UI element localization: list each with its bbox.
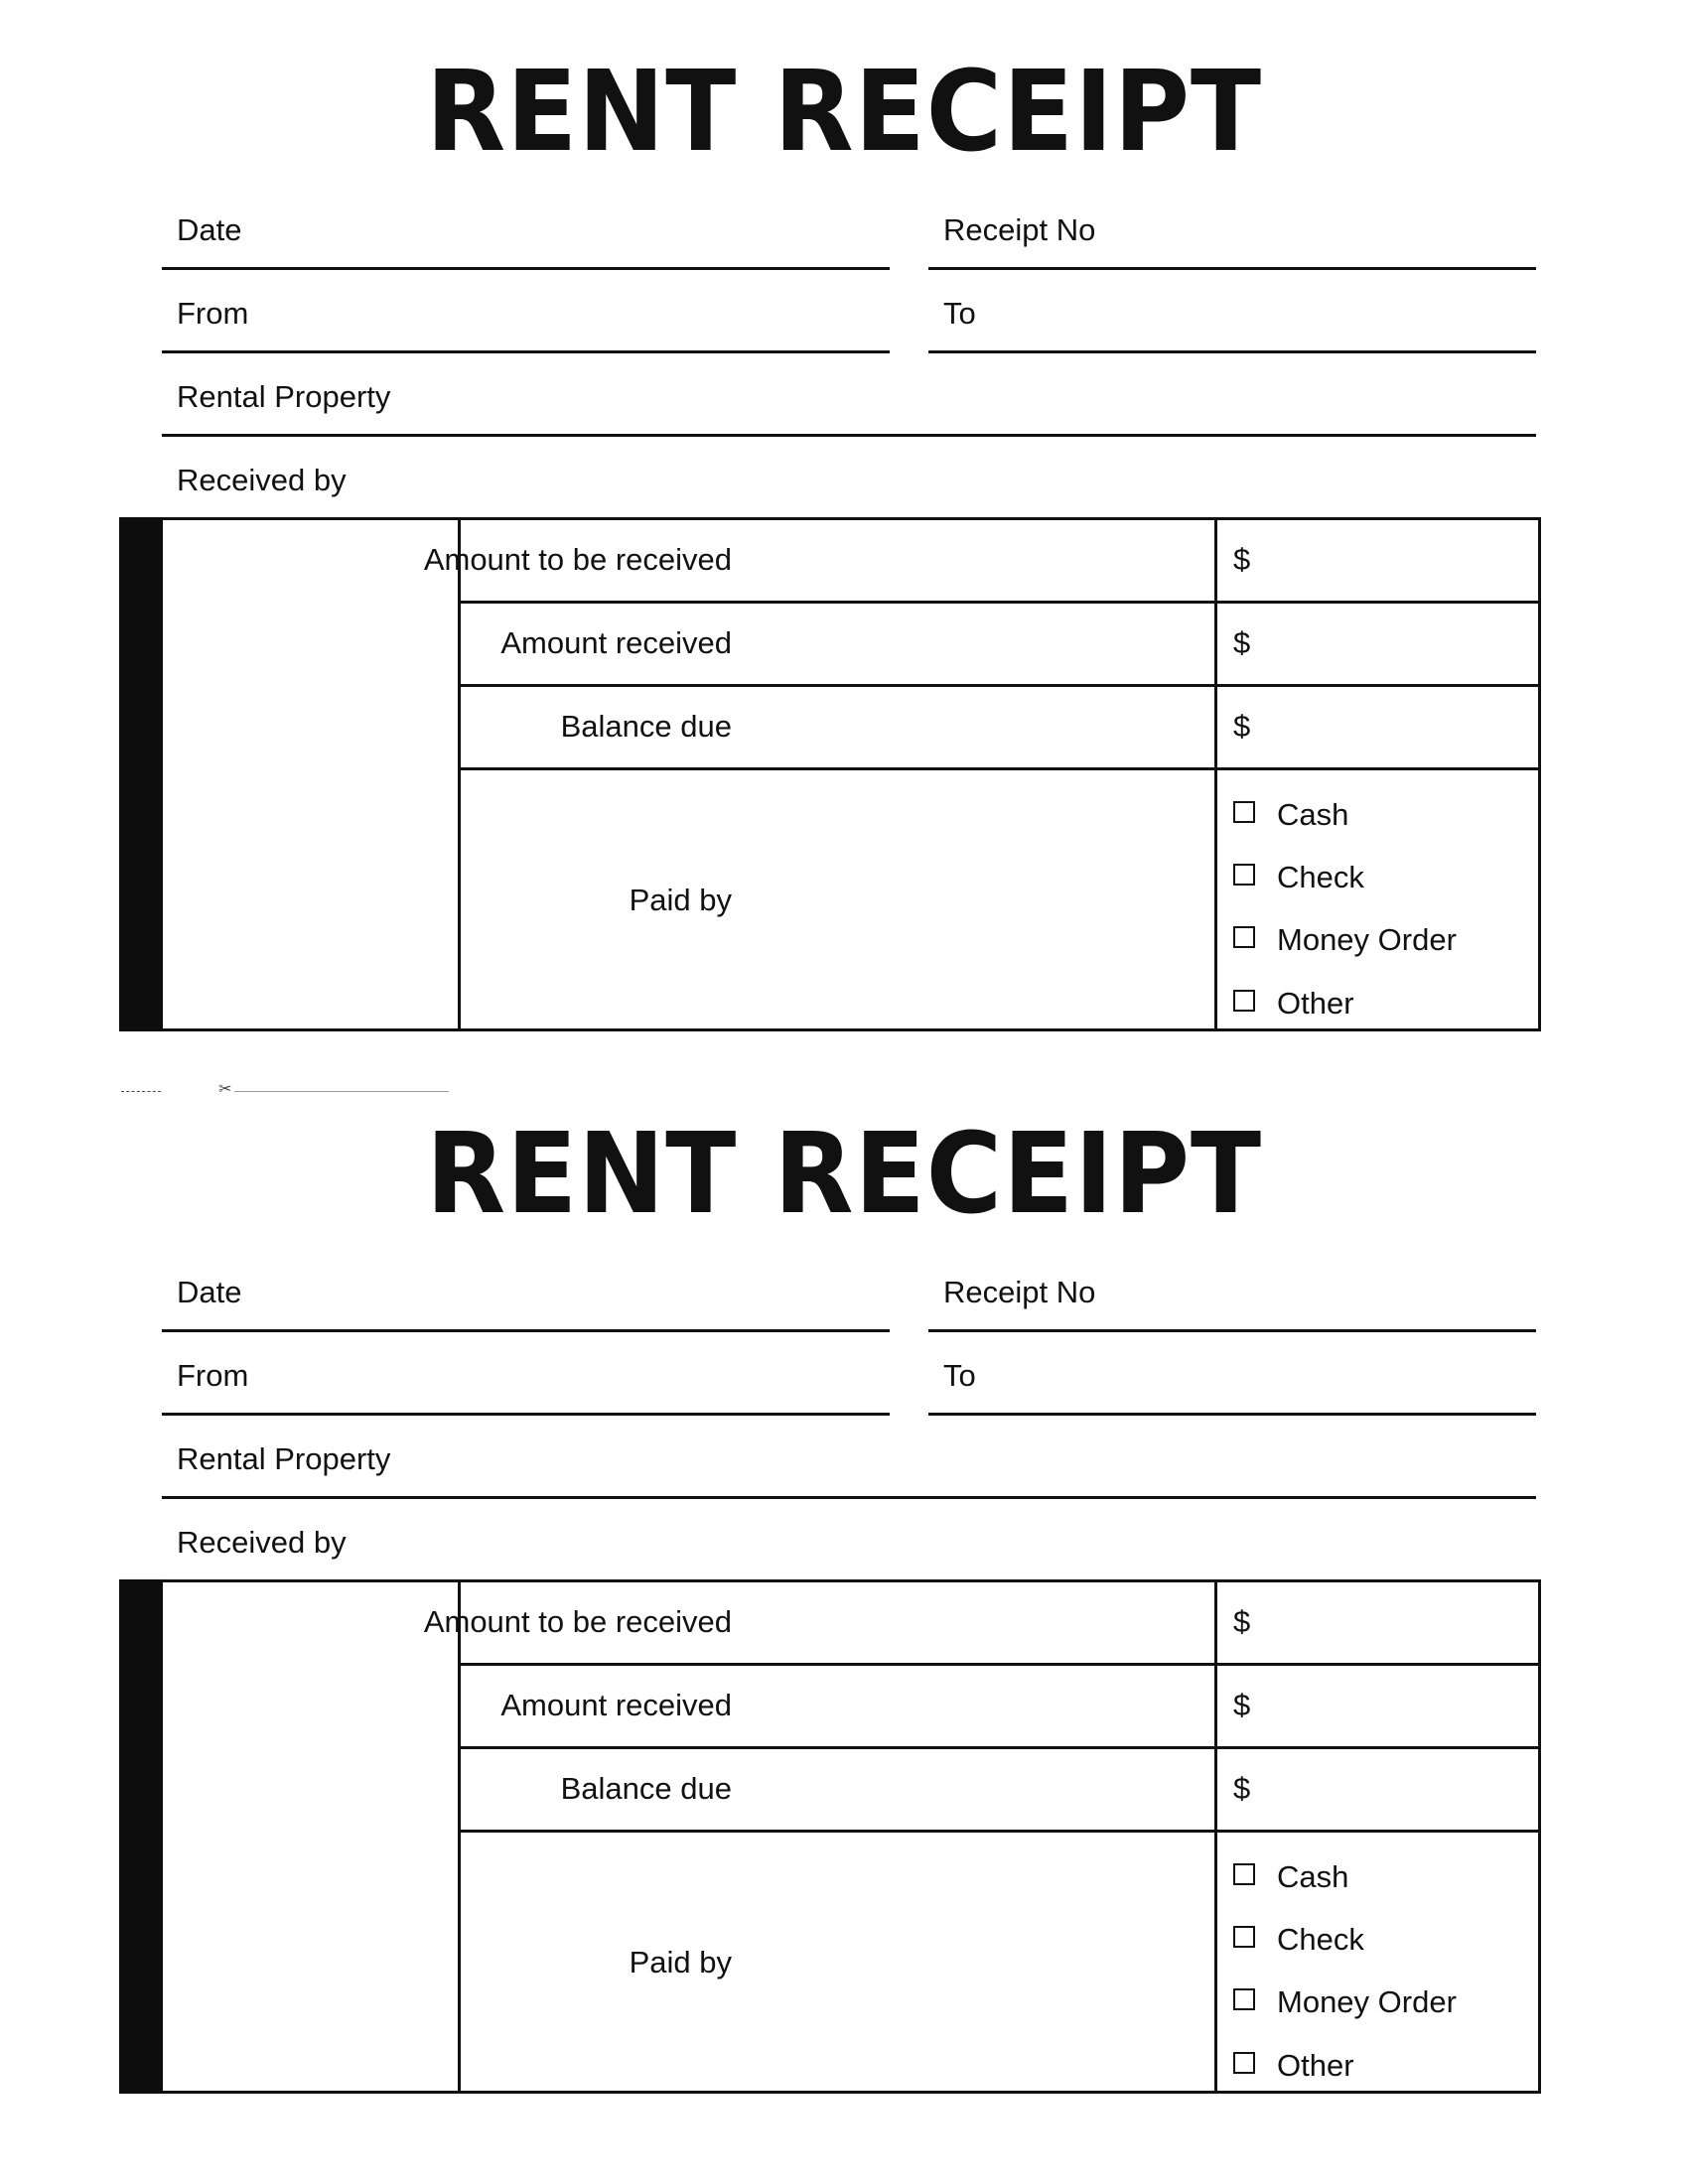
amount-received-input[interactable]: $ bbox=[1233, 625, 1251, 660]
received-by-field[interactable] bbox=[162, 437, 1536, 520]
amount-to-be-received-label: Amount to be received bbox=[423, 1604, 732, 1639]
checkbox-icon[interactable] bbox=[1233, 926, 1255, 948]
receipt-title: RENT RECEIPT bbox=[425, 1110, 1263, 1239]
amount-to-be-received-label: Amount to be received bbox=[423, 542, 732, 577]
received-by-field[interactable] bbox=[162, 1499, 1536, 1582]
to-label: To bbox=[943, 1358, 976, 1393]
balance-due-label: Balance due bbox=[560, 709, 732, 744]
receipt-no-field[interactable] bbox=[928, 1249, 1536, 1332]
option-label: Cash bbox=[1277, 1859, 1349, 1894]
balance-due-input[interactable]: $ bbox=[1233, 1771, 1251, 1806]
row-divider bbox=[461, 601, 1541, 604]
table-divider bbox=[1214, 517, 1217, 1031]
amount-to-be-received-input[interactable]: $ bbox=[1233, 1604, 1251, 1639]
black-sidebar bbox=[119, 517, 163, 1031]
checkbox-icon[interactable] bbox=[1233, 1926, 1255, 1948]
black-sidebar bbox=[119, 1579, 163, 2094]
table-divider bbox=[1214, 1579, 1217, 2094]
option-label: Check bbox=[1277, 1922, 1364, 1957]
payment-table bbox=[119, 517, 1541, 1031]
row-divider bbox=[461, 767, 1541, 770]
balance-due-input[interactable]: $ bbox=[1233, 709, 1251, 744]
from-field[interactable] bbox=[162, 270, 890, 353]
date-field[interactable] bbox=[162, 1249, 890, 1332]
rental-property-label: Rental Property bbox=[177, 1441, 391, 1476]
date-field[interactable] bbox=[162, 187, 890, 270]
amount-to-be-received-input[interactable]: $ bbox=[1233, 542, 1251, 577]
row-divider bbox=[461, 1830, 1541, 1833]
table-divider bbox=[458, 1579, 461, 2094]
received-by-label: Received by bbox=[177, 1525, 347, 1560]
checkbox-icon[interactable] bbox=[1233, 1988, 1255, 2010]
receipt-title: RENT RECEIPT bbox=[425, 48, 1263, 177]
checkbox-icon[interactable] bbox=[1233, 2052, 1255, 2074]
payment-table bbox=[119, 1579, 1541, 2094]
from-field[interactable] bbox=[162, 1332, 890, 1416]
amount-received-label: Amount received bbox=[500, 1688, 732, 1722]
receipt-no-label: Receipt No bbox=[943, 1275, 1096, 1309]
amount-received-input[interactable]: $ bbox=[1233, 1688, 1251, 1722]
checkbox-icon[interactable] bbox=[1233, 864, 1255, 886]
receipt-no-field[interactable] bbox=[928, 187, 1536, 270]
date-label: Date bbox=[177, 1275, 242, 1309]
row-divider bbox=[461, 1746, 1541, 1749]
row-divider bbox=[461, 684, 1541, 687]
row-divider bbox=[461, 1663, 1541, 1666]
paid-by-label: Paid by bbox=[629, 883, 732, 917]
rent-receipt-1 bbox=[0, 0, 1688, 1052]
amount-received-label: Amount received bbox=[500, 625, 732, 660]
paid-by-label: Paid by bbox=[629, 1945, 732, 1979]
received-by-label: Received by bbox=[177, 463, 347, 497]
scissors-icon: ✂ bbox=[218, 1081, 232, 1098]
option-label: Check bbox=[1277, 860, 1364, 894]
table-divider bbox=[458, 517, 461, 1031]
option-label: Other bbox=[1277, 986, 1354, 1021]
from-label: From bbox=[177, 1358, 249, 1393]
to-label: To bbox=[943, 296, 976, 331]
rental-property-field[interactable] bbox=[162, 353, 1536, 437]
option-label: Cash bbox=[1277, 797, 1349, 832]
receipt-no-label: Receipt No bbox=[943, 212, 1096, 247]
to-field[interactable] bbox=[928, 1332, 1536, 1416]
to-field[interactable] bbox=[928, 270, 1536, 353]
checkbox-icon[interactable] bbox=[1233, 990, 1255, 1012]
balance-due-label: Balance due bbox=[560, 1771, 732, 1806]
checkbox-icon[interactable] bbox=[1233, 1863, 1255, 1885]
rental-property-label: Rental Property bbox=[177, 379, 391, 414]
option-label: Money Order bbox=[1277, 1984, 1457, 2019]
from-label: From bbox=[177, 296, 249, 331]
option-label: Other bbox=[1277, 2048, 1354, 2083]
option-label: Money Order bbox=[1277, 922, 1457, 957]
rental-property-field[interactable] bbox=[162, 1416, 1536, 1499]
rent-receipt-2 bbox=[0, 1062, 1688, 2115]
checkbox-icon[interactable] bbox=[1233, 801, 1255, 823]
date-label: Date bbox=[177, 212, 242, 247]
